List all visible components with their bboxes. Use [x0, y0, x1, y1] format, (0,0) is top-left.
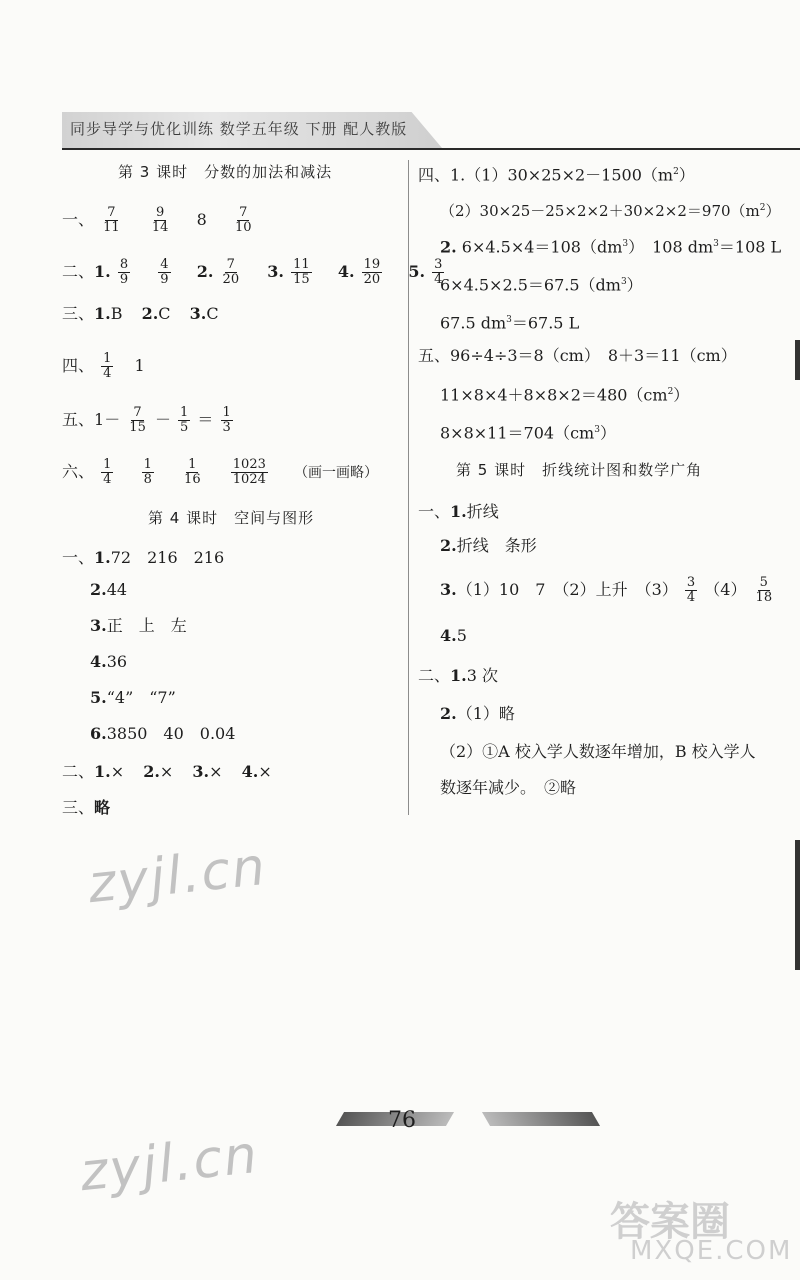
lesson5-line4: 4.5 [440, 626, 467, 645]
lesson5-line1: 一、1.折线 [418, 502, 499, 521]
fraction: $\frac{11}{15}$ [293, 257, 310, 287]
page-number: 76 [388, 1108, 416, 1133]
corner-logo: 答案圈 [610, 1199, 730, 1245]
fraction: $\frac{8}{9}$ [119, 257, 129, 287]
right-line2: $(2)30\times 25-25\times 2\times 2+30\times 2\times 2=970(m^2)$ [440, 202, 781, 220]
fraction: $\frac{1}{8}$ [143, 457, 152, 487]
lesson4-line1: 一、1.72 216 216 [62, 548, 225, 567]
fraction: $\frac{7}{11}$ [103, 205, 120, 235]
lesson3-q1 [62, 206, 256, 235]
lesson4-line5: 5.“4” “7” [90, 688, 176, 707]
lesson3-q4: 四、 $\frac{1}{4}$ 1 [62, 351, 145, 381]
fraction: $\frac{1023}{1024}$ [232, 457, 266, 487]
header-rule [62, 148, 800, 150]
lesson5-line8: 数逐年减少。 ②略 [440, 778, 577, 797]
lesson5-title: 第 5 课时 折线统计图和数学广角 [456, 461, 703, 479]
lesson5-line3: 3.（1）10 7 （2）上升 （3） $\frac{3}{4}$ （4） $\frac{5}{18}$ [440, 575, 773, 605]
fraction: $\frac{3}{4}$ [434, 257, 443, 287]
corner-url: MXQE.COM [630, 1236, 793, 1266]
lesson3-q2: 二、1. $\frac{8}{9}$ $\frac{4}{9}$ 2. $\frac{7}{20}$ 3. $\frac{11}{15}$ 4. $\frac{19}{20}$ 5. $\frac{3}{4}$ [62, 257, 443, 287]
fraction: $\frac{1}{4}$ [103, 351, 112, 381]
right-line7: $11\times 8\times 4+8\times 8\times 2=480(cm^2)$ [440, 385, 690, 405]
right-line3: 2. $6\times 4.5\times 4=108(dm^3)$ 108 $dm^3=108$ L [440, 237, 782, 257]
lesson4-line2: 2.44 [90, 580, 128, 599]
lesson5-line7: （2）①A 校入学人数逐年增加，B 校入学人 [440, 742, 756, 761]
right-line4: $6\times 4.5\times 2.5=67.5(dm^3)$ [440, 275, 643, 295]
fraction: $\frac{7}{10}$ [234, 205, 252, 235]
fraction: $\frac{5}{18}$ [755, 575, 773, 605]
q1-value: 8 [196, 210, 207, 229]
right-line1: 四、$1.(1)30\times 25\times 2-1500(m^2)$ [418, 165, 695, 185]
fraction: $\frac{7}{15}$ [129, 405, 146, 435]
fraction: $\frac{9}{14}$ [151, 205, 169, 235]
lesson4-line7: 二、1.× 2.× 3.× 4.× [62, 762, 272, 781]
watermark-logo: zyjl.cn [77, 1124, 262, 1204]
fraction: $\frac{4}{9}$ [160, 257, 169, 287]
lesson4-line3: 3.正 上 左 [90, 616, 187, 635]
page-ornament-right [482, 1112, 600, 1126]
watermark-logo: zyjl.cn [85, 836, 270, 916]
right-line8: $8\times 8\times 11=704(cm^3)$ [440, 423, 616, 443]
lesson5-line5: 二、1.3 次 [418, 666, 498, 685]
right-line6: 五、96÷4÷3＝8（cm） 8＋3＝11（cm） [418, 346, 737, 365]
scan-edge [795, 840, 800, 970]
lesson5-line6: 2.（1）略 [440, 704, 515, 723]
lesson3-q3: 三、1.B 2.C 3.C [62, 304, 219, 323]
fraction: $\frac{3}{4}$ [686, 575, 696, 605]
lesson4-line6: 6.3850 40 0.04 [90, 724, 236, 743]
fraction: $\frac{1}{5}$ [180, 405, 189, 435]
lesson3-q5: 五、1－ $\frac{7}{15}$ － $\frac{1}{5}$ ＝ $\frac{1}{3}$ [62, 405, 231, 435]
lesson3-title: 第 3 课时 分数的加法和减法 [118, 163, 333, 181]
fraction: $\frac{1}{16}$ [184, 457, 201, 487]
fraction: $\frac{7}{20}$ [222, 257, 240, 287]
running-header: 同步导学与优化训练 数学五年级 下册 配人教版 [70, 120, 408, 138]
fraction: $\frac{1}{3}$ [222, 405, 231, 435]
fraction: $\frac{19}{20}$ [363, 257, 381, 287]
lesson5-line2: 2.折线 条形 [440, 536, 537, 555]
fraction: $\frac{1}{4}$ [103, 457, 112, 487]
q1-prefix: 一、 [62, 210, 95, 229]
lesson4-line4: 4.36 [90, 652, 128, 671]
lesson3-q6: 六、 $\frac{1}{4}$ $\frac{1}{8}$ $\frac{1}{16}$ $\frac{1023}{1024}$ （画一画略） [62, 457, 379, 487]
lesson4-title: 第 4 课时 空间与图形 [148, 509, 315, 527]
scan-edge [795, 340, 800, 380]
lesson4-line8: 三、略 [62, 798, 111, 817]
right-line5: 67.5 $dm^3=67.5$ L [440, 313, 580, 333]
